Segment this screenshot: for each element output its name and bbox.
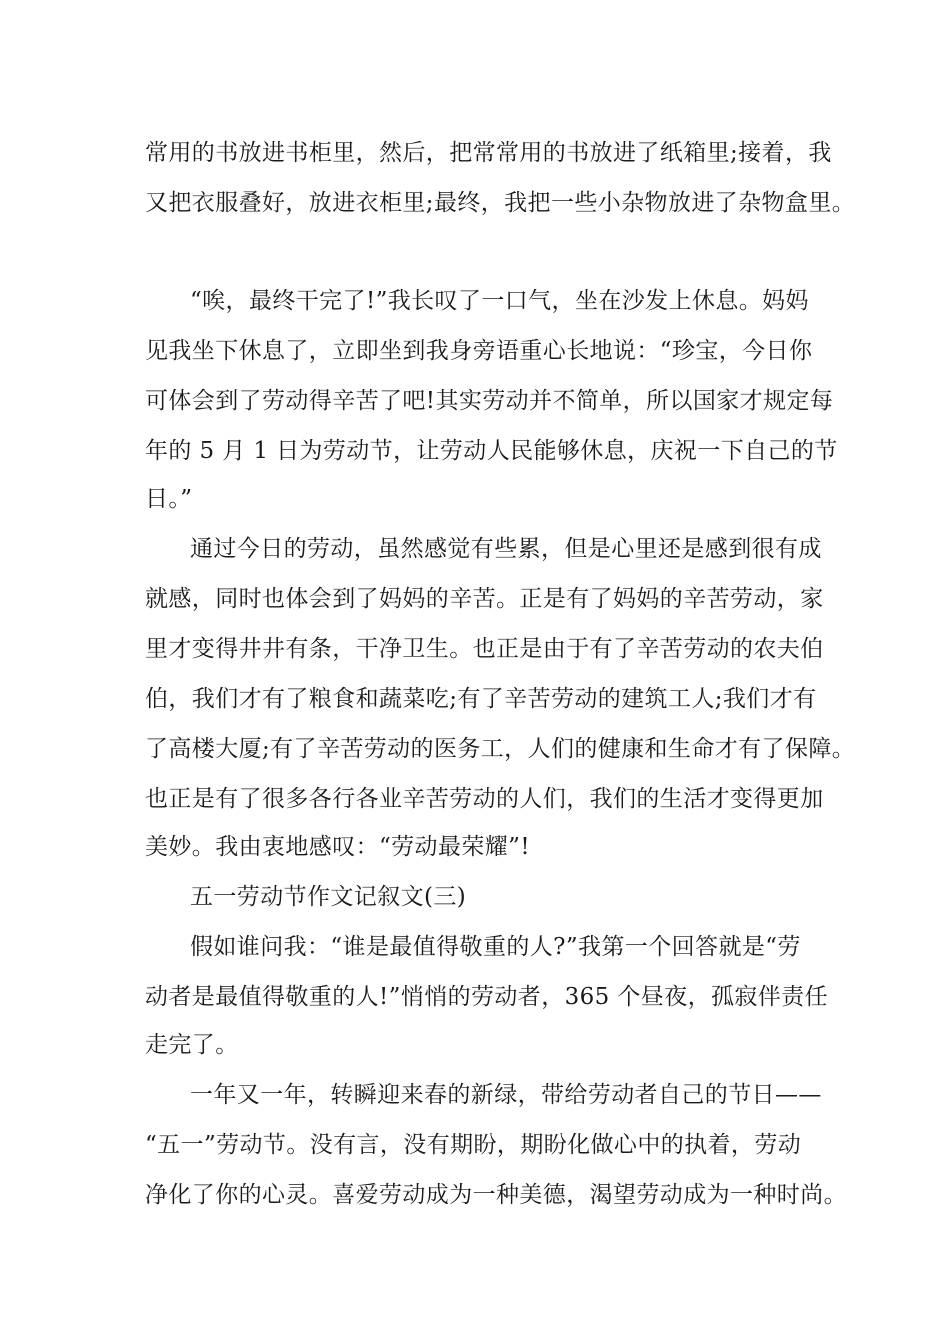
text-line: 伯，我们才有了粮食和蔬菜吃;有了辛苦劳动的建筑工人;我们才有	[145, 686, 817, 712]
text-line: 通过今日的劳动，虽然感觉有些累，但是心里还是感到很有成	[190, 536, 822, 562]
text-line: 了高楼大厦;有了辛苦劳动的医务工，人们的健康和生命才有了保障。	[145, 736, 856, 762]
text-line: 假如谁问我：“谁是最值得敬重的人?”我第一个回答就是“劳	[190, 934, 801, 960]
text-line: 走完了。	[145, 1032, 239, 1058]
text-line: 见我坐下休息了，立即坐到我身旁语重心长地说：“珍宝，今日你	[145, 338, 813, 364]
text-line: “唉，最终干完了!”我长叹了一口气，坐在沙发上休息。妈妈	[190, 288, 809, 314]
text-line: 可体会到了劳动得辛苦了吧!其实劳动并不简单，所以国家才规定每	[145, 388, 834, 414]
text-line: 里才变得井井有条，干净卫生。也正是由于有了辛苦劳动的农夫伯	[145, 636, 824, 662]
text-line: 动者是最值得敬重的人!”悄悄的劳动者，365 个昼夜，孤寂伴责任	[145, 984, 829, 1010]
text-line: 一年又一年，转瞬迎来春的新绿，带给劳动者自己的节日——	[190, 1082, 822, 1108]
text-line: “五一”劳动节。没有言，没有期盼，期盼化做心中的执着，劳动	[145, 1132, 802, 1158]
text-line: 日。”	[145, 486, 193, 512]
text-line: 常用的书放进书柜里，然后，把常常用的书放进了纸箱里;接着，我	[145, 140, 832, 166]
text-line: 美妙。我由衷地感叹：“劳动最荣耀”!	[145, 834, 530, 860]
text-line: 净化了你的心灵。喜爱劳动成为一种美德，渴望劳动成为一种时尚。	[145, 1182, 847, 1208]
text-line: 就感，同时也体会到了妈妈的辛苦。正是有了妈妈的辛苦劳动，家	[145, 586, 824, 612]
section-heading: 五一劳动节作文记叙文(三)	[190, 884, 467, 910]
text-line: 年的 5 月 1 日为劳动节，让劳动人民能够休息，庆祝一下自己的节	[145, 438, 838, 464]
text-line: 又把衣服叠好，放进衣柜里;最终，我把一些小杂物放进了杂物盒里。	[145, 190, 856, 216]
text-line: 也正是有了很多各行各业辛苦劳动的人们，我们的生活才变得更加	[145, 786, 824, 812]
